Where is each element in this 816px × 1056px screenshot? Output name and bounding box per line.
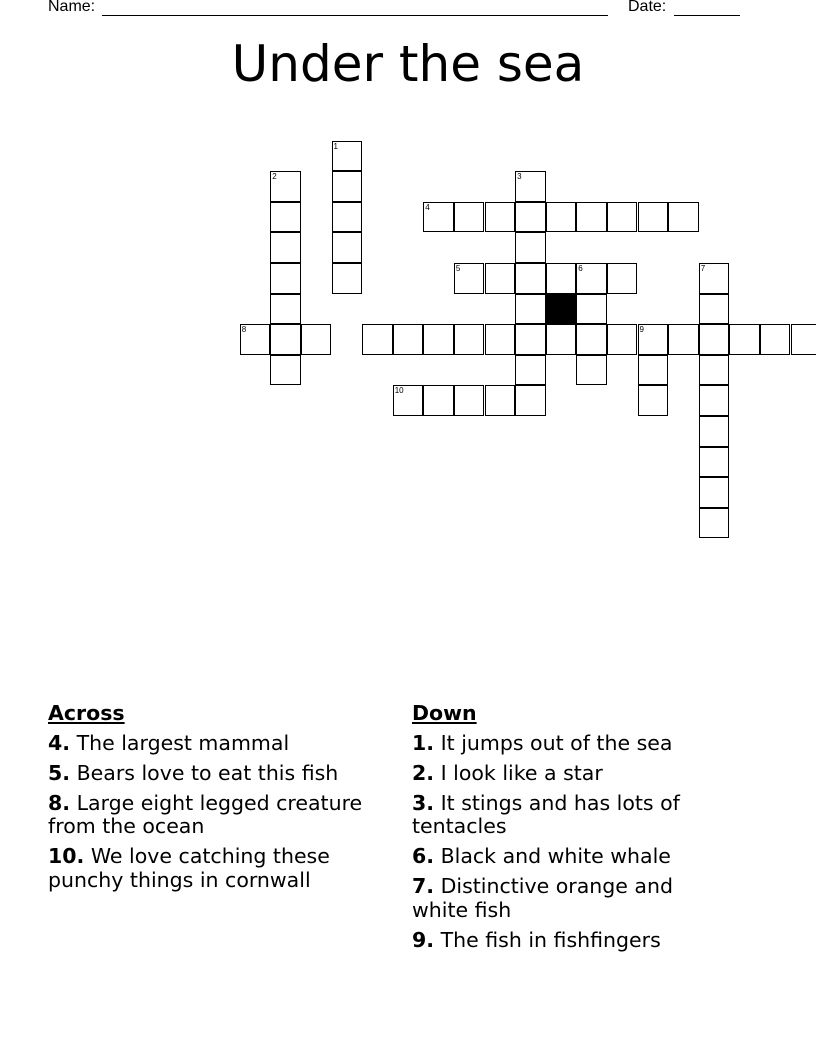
clue-number: 4: [425, 202, 430, 212]
across-heading: Across: [48, 701, 125, 725]
clue-number: 4.: [48, 730, 71, 755]
grid-cell[interactable]: [301, 324, 332, 355]
grid-cell[interactable]: [454, 202, 485, 233]
clue-number: 8: [241, 325, 247, 335]
clue-text: It stings and has lots of tentacles: [412, 790, 680, 838]
clue-text: The largest mammal: [76, 730, 290, 755]
grid-cell[interactable]: [270, 171, 301, 202]
down-clue: [412, 792, 712, 839]
down-clue: [412, 762, 712, 786]
grid-cell[interactable]: [576, 324, 607, 355]
grid-cell[interactable]: [332, 171, 363, 202]
clue-number: 9.: [412, 927, 435, 952]
grid-cell[interactable]: [423, 324, 454, 355]
black-cell: [546, 294, 577, 325]
grid-cell[interactable]: [729, 324, 760, 355]
grid-cell[interactable]: [699, 294, 730, 325]
grid-cell[interactable]: [607, 324, 638, 355]
clue-number: 9: [639, 325, 644, 335]
grid-cell[interactable]: [699, 385, 730, 416]
grid-cell[interactable]: [699, 416, 730, 447]
grid-cell[interactable]: [454, 324, 485, 355]
grid-cell[interactable]: [791, 324, 816, 355]
grid-cell[interactable]: [515, 263, 546, 294]
grid-cell[interactable]: [362, 324, 393, 355]
clue-text: Large eight legged creature from the ocean: [48, 790, 363, 838]
grid-cell[interactable]: [699, 477, 730, 508]
clue-number: 6: [578, 264, 583, 273]
clue-number: 8.: [48, 790, 71, 815]
grid-cell[interactable]: [638, 385, 669, 416]
clue-number: 10.: [48, 844, 85, 868]
grid-cell[interactable]: [485, 202, 516, 233]
clue-text: Bears love to eat this fish: [76, 760, 339, 785]
grid-cell[interactable]: [699, 447, 730, 478]
grid-cell[interactable]: [576, 355, 607, 386]
down-clue: [412, 929, 712, 953]
grid-cell[interactable]: [454, 385, 485, 416]
grid-cell[interactable]: [485, 263, 516, 294]
grid-cell[interactable]: [546, 324, 577, 355]
grid-cell[interactable]: [332, 232, 363, 263]
clue-text: Black and white whale: [440, 844, 671, 868]
grid-cell[interactable]: [393, 324, 424, 355]
grid-cell[interactable]: [699, 324, 730, 355]
name-label: Name:: [48, 0, 96, 15]
grid-cell[interactable]: [576, 202, 607, 233]
grid-cell[interactable]: [332, 141, 363, 172]
grid-cell[interactable]: [576, 263, 607, 294]
across-clue: [48, 792, 393, 839]
clue-number: 7.: [412, 874, 435, 898]
grid-cell[interactable]: [607, 263, 638, 294]
grid-cell[interactable]: [515, 294, 546, 325]
date-label: Date:: [628, 0, 667, 15]
across-clue: [48, 762, 393, 786]
down-heading: Down: [412, 701, 477, 725]
grid-cell[interactable]: [270, 232, 301, 263]
grid-cell[interactable]: [668, 324, 699, 355]
grid-cell[interactable]: [546, 263, 577, 294]
grid-cell[interactable]: [393, 385, 424, 416]
grid-cell[interactable]: [699, 355, 730, 386]
grid-cell[interactable]: [485, 324, 516, 355]
clue-text: The fish in fishfingers: [440, 927, 661, 952]
clue-number: 7: [700, 264, 706, 273]
grid-cell[interactable]: [638, 324, 669, 355]
grid-cell[interactable]: [515, 385, 546, 416]
grid-cell[interactable]: [270, 263, 301, 294]
grid-cell[interactable]: [240, 324, 271, 355]
grid-cell[interactable]: [454, 263, 485, 294]
grid-cell[interactable]: [515, 355, 546, 386]
down-clue: [412, 875, 712, 922]
grid-cell[interactable]: [423, 385, 454, 416]
clue-text: Distinctive orange and white fish: [412, 874, 673, 922]
across-clue: [48, 732, 393, 756]
clue-text: We love catching these punchy things in cornwall: [48, 844, 330, 892]
clue-text: I look like a star: [440, 760, 603, 785]
clue-number: 2: [272, 172, 277, 182]
across-clue: [48, 845, 393, 892]
across-clues: [48, 702, 393, 899]
grid-cell[interactable]: [668, 202, 699, 233]
grid-cell[interactable]: [699, 508, 730, 539]
grid-cell[interactable]: [423, 202, 454, 233]
down-clue: [412, 732, 712, 756]
grid-cell[interactable]: [332, 202, 363, 233]
grid-cell[interactable]: [515, 171, 546, 202]
down-clues: [412, 702, 712, 959]
puzzle-title: Under the sea: [231, 35, 585, 93]
clue-number: 1.: [412, 730, 435, 755]
clue-number: 6.: [412, 844, 435, 868]
clue-number: 10: [394, 386, 404, 396]
grid-cell[interactable]: [699, 263, 730, 294]
grid-cell[interactable]: [638, 355, 669, 386]
grid-cell[interactable]: [515, 324, 546, 355]
grid-cell[interactable]: [270, 355, 301, 386]
grid-cell[interactable]: [576, 294, 607, 325]
grid-cell[interactable]: [515, 232, 546, 263]
clue-number: 3: [517, 172, 522, 182]
grid-cell[interactable]: [760, 324, 791, 355]
grid-cell[interactable]: [270, 324, 301, 355]
down-clue: [412, 845, 712, 869]
grid-cell[interactable]: [515, 202, 546, 233]
grid-cell[interactable]: [270, 202, 301, 233]
clue-number: 5.: [48, 760, 71, 785]
grid-cell[interactable]: [638, 202, 669, 233]
clue-number: 3.: [412, 790, 435, 815]
grid-cell[interactable]: [332, 263, 363, 294]
clue-number: 1: [333, 141, 338, 151]
clue-number: 5: [455, 264, 461, 273]
grid-cell[interactable]: [546, 202, 577, 233]
clue-number: 2.: [412, 760, 435, 785]
clue-text: It jumps out of the sea: [440, 730, 673, 755]
crossword-grid: [0, 0, 816, 520]
grid-cell[interactable]: [485, 385, 516, 416]
grid-cell[interactable]: [270, 294, 301, 325]
grid-cell[interactable]: [607, 202, 638, 233]
